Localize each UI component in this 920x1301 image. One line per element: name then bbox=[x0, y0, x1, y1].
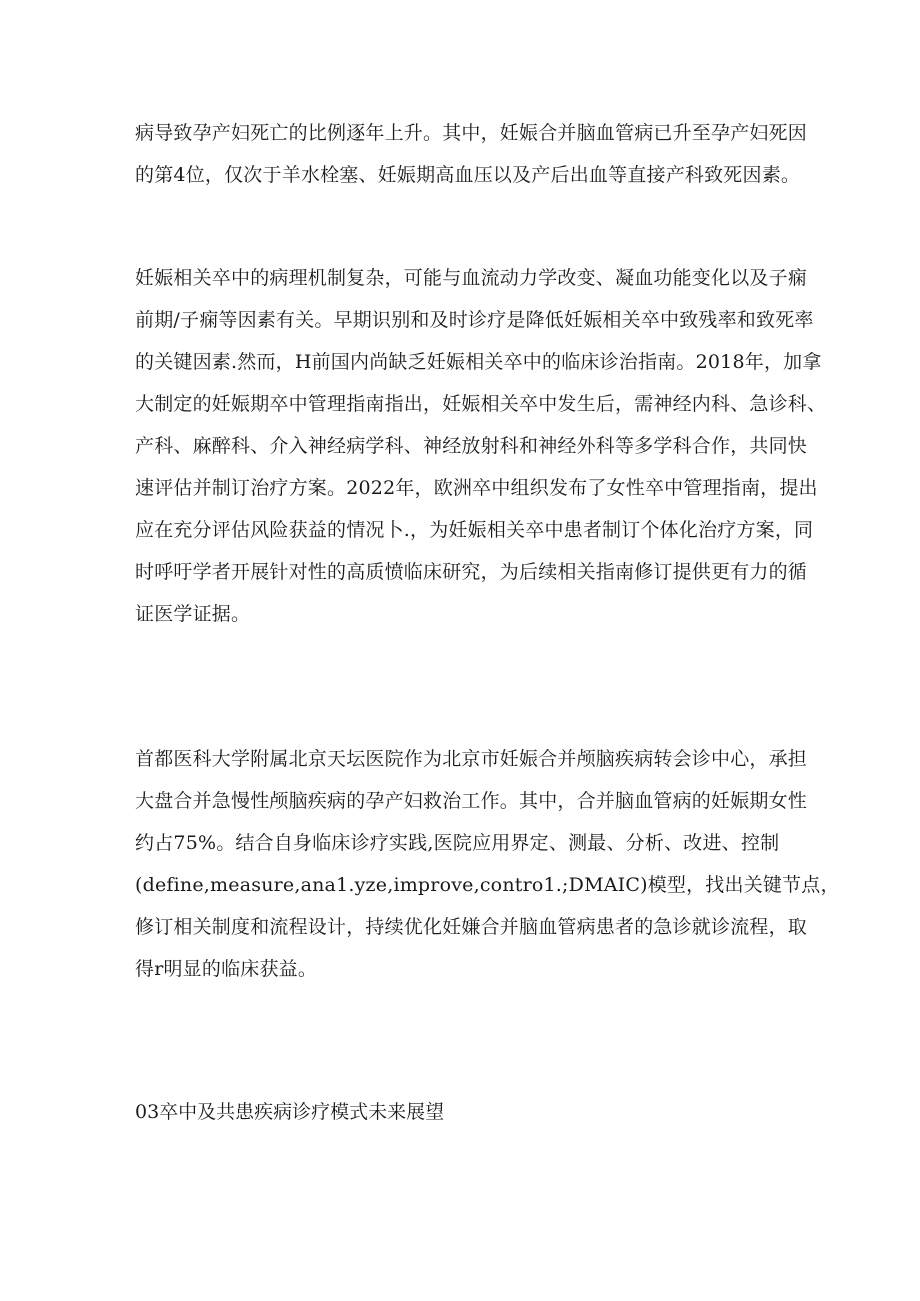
paragraph-line: 大制定的妊娠期卒中管理指南指出，妊娠相关卒中发生后，需神经内科、急诊科、 bbox=[135, 393, 827, 415]
paragraph-line: 首都医科大学附属北京天坛医院作为北京市妊娠合并颅脑疾病转会诊中心，承担 bbox=[135, 748, 808, 770]
section-heading: 03卒中及共患疾病诊疗模式未来展望 bbox=[135, 1101, 445, 1123]
paragraph-line: 时呼吁学者开展针对性的高质愤临床研究，为后续相关指南修订提供更有力的循 bbox=[135, 561, 808, 583]
paragraph-line: 证医学证据。 bbox=[135, 603, 251, 625]
paragraph-line: 病导致孕产妇死亡的比例逐年上升。其中，妊娠合并脑血管病已升至孕产妇死因 bbox=[135, 122, 808, 144]
paragraph-line: 的关键因素.然而，H前国内尚缺乏妊娠相关卒中的临床诊治指南。2018年，加拿 bbox=[135, 351, 822, 373]
paragraph-line: 得r明显的临床获益。 bbox=[135, 958, 318, 980]
paragraph-line: 大盘合并急慢性颅脑疾病的孕产妇救治工作。其中，合并脑血管病的妊娠期女性 bbox=[135, 790, 808, 812]
paragraph-line: (define,measure,ana1.yze,improve,contro1.;DMAIC)模型，找出关键节点， bbox=[135, 874, 840, 896]
paragraph-line: 约占75%。结合自身临床诊疗实践,医院应用界定、测最、分析、改进、控制 bbox=[135, 832, 780, 854]
paragraph-line: 的第4位，仅次于羊水栓塞、妊娠期高血压以及产后出血等直接产科致死因素。 bbox=[135, 164, 801, 186]
paragraph-line: 前期/子痫等因素有关。早期识别和及时诊疗是降低妊娠相关卒中致残率和致死率 bbox=[135, 309, 814, 331]
paragraph-2 bbox=[135, 257, 827, 635]
paragraph-line: 修订相关制度和流程设计，持续优化妊嫌合并脑血管病患者的急诊就诊流程，取 bbox=[135, 916, 808, 938]
paragraph-1 bbox=[135, 112, 808, 196]
paragraph-line: 应在充分评估风险获益的情况卜.，为妊娠相关卒中患者制订个体化治疗方案，同 bbox=[135, 519, 814, 541]
paragraph-line: 产科、麻醉科、介入神经病学科、神经放射科和神经外科等多学科合作，共同快 bbox=[135, 435, 808, 457]
paragraph-line: 速评估并制订治疗方案。2022年，欧洲卒中组织发布了女性卒中管理指南，提出 bbox=[135, 477, 818, 499]
paragraph-line: 妊娠相关卒中的病理机制复杂，可能与血流动力学改变、凝血功能变化以及子痫 bbox=[135, 267, 808, 289]
paragraph-3 bbox=[135, 738, 840, 990]
